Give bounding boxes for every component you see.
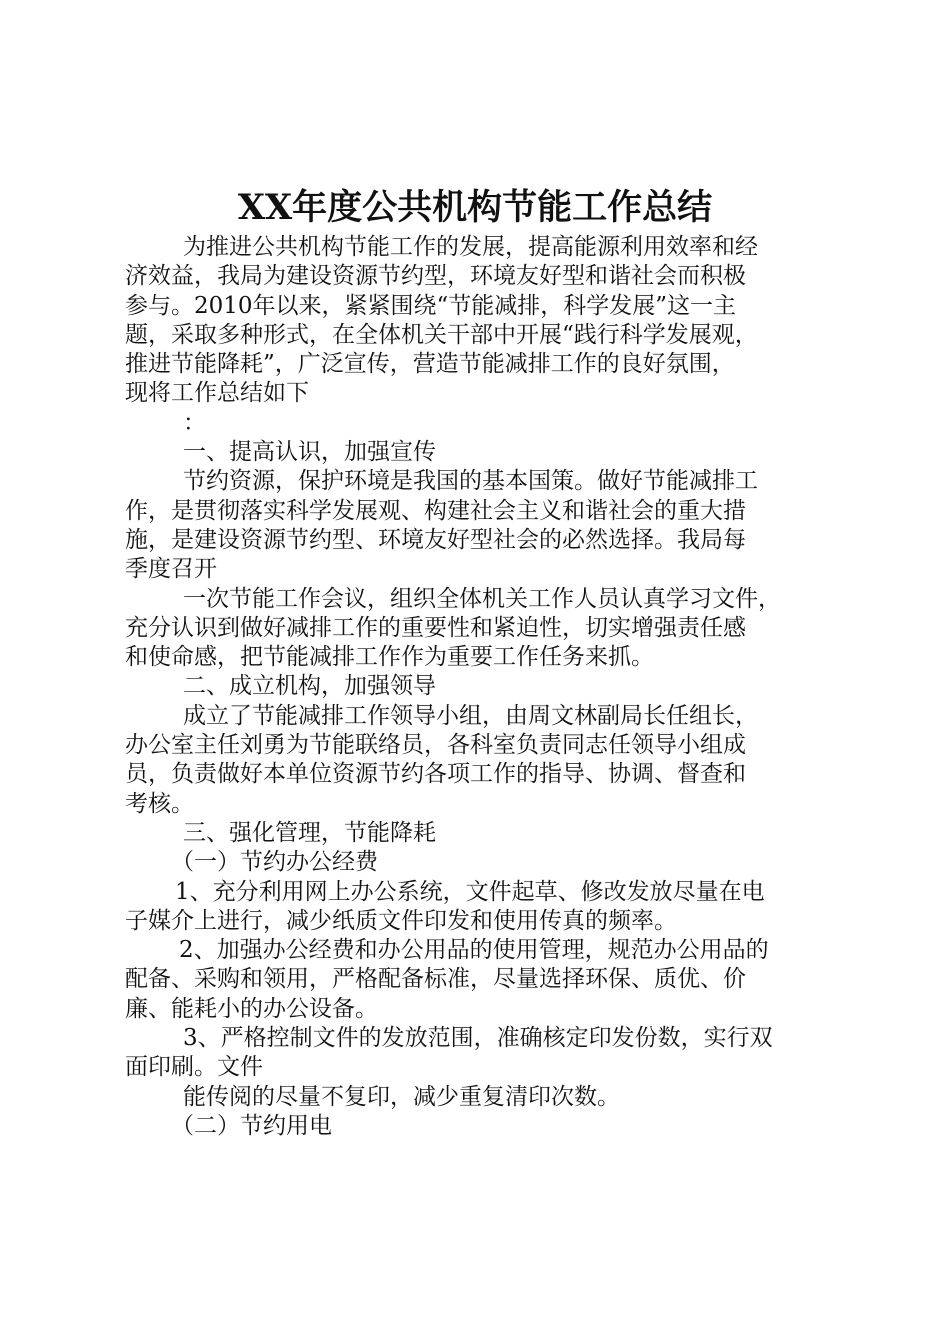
paragraph-line [125,907,837,936]
paragraph-line [125,555,837,584]
line-text: 1、充分利用网上办公系统，文件起草、修改发放尽量在电 [175,878,765,905]
section-heading [125,819,837,848]
line-text: 题，采取多种形式，在全体机关干部中开展“践行科学发展观， [125,321,758,348]
paragraph-line [125,702,837,731]
line-text: 充分认识到做好减排工作的重要性和紧迫性，切实增强责任感 [125,614,746,641]
paragraph-line [125,292,837,321]
subsection-heading [125,1112,837,1141]
line-text: 现将工作总结如下 [125,380,309,407]
paragraph-line [125,1024,837,1053]
line-text: 子媒介上进行，减少纸质文件印发和使用传真的频率。 [125,907,677,934]
paragraph-line [125,262,837,291]
line-text: 为推进公共机构节能工作的发展，提高能源利用效率和经 [183,234,758,260]
line-text: 廉、能耗小的办公设备。 [125,995,378,1022]
section-heading [125,672,837,701]
line-text: 2、加强办公经费和办公用品的使用管理，规范办公用品的 [179,937,769,964]
line-text: 推进节能降耗”，广泛宣传，营造节能减排工作的良好氛围， [125,351,735,378]
paragraph-line [125,936,837,965]
heading-text: 二、成立机构，加强领导 [183,673,436,700]
subsection-heading [125,848,837,877]
paragraph-line [125,497,837,526]
line-text: 配备、采购和领用，严格配备标准，尽量选择环保、质优、价 [125,966,746,993]
document-body [125,233,837,1141]
section-heading [125,438,837,467]
paragraph-line [125,1083,837,1112]
paragraph-line [125,233,837,262]
paragraph-line [125,526,837,555]
paragraph-line [125,1053,837,1082]
paragraph-line [125,643,837,672]
paragraph-line [125,409,837,438]
paragraph-line [125,321,837,350]
line-text: 一次节能工作会议，组织全体机关工作人员认真学习文件， [183,585,781,612]
heading-text: （二）节约用电 [171,1112,332,1139]
paragraph-line [125,731,837,760]
line-text: 参与。2010年以来，紧紧围绕“节能减排，科学发展”这一主 [125,292,737,319]
paragraph-line [125,467,837,496]
line-text: 面印刷。文件 [125,1054,263,1081]
line-text: 办公室主任刘勇为节能联络员，各科室负责同志任领导小组成 [125,732,746,759]
paragraph-line [125,379,837,408]
paragraph-line [125,350,837,379]
heading-text: 三、强化管理，节能降耗 [183,819,436,846]
line-text: 员，负责做好本单位资源节约各项工作的指导、协调、督查和 [125,761,746,788]
document-title: XX年度公共机构节能工作总结 [237,187,713,228]
line-text: 施，是建设资源节约型、环境友好型社会的必然选择。我局每 [125,526,746,553]
paragraph-line [125,995,837,1024]
line-text: 考核。 [125,790,194,817]
line-text: 节约资源，保护环境是我国的基本国策。做好节能减排工 [183,468,758,495]
heading-text: 一、提高认识，加强宣传 [183,439,436,466]
line-text: 3、严格控制文件的发放范围，准确核定印发份数，实行双 [183,1025,773,1052]
line-text: 作，是贯彻落实科学发展观、构建社会主义和谐社会的重大措 [125,497,746,524]
paragraph-line [125,965,837,994]
paragraph-line [125,878,837,907]
line-text: 济效益，我局为建设资源节约型，环境友好型和谐社会而积极 [125,263,746,290]
paragraph-line [125,614,837,643]
paragraph-line [125,760,837,789]
heading-text: （一）节约办公经费 [171,849,378,876]
line-text: 成立了节能减排工作领导小组，由周文林副局长任组长， [183,702,758,729]
line-text: ： [183,409,206,436]
line-text: 能传阅的尽量不复印，减少重复清印次数。 [183,1083,620,1110]
paragraph-line [125,790,837,819]
paragraph-line [125,585,837,614]
line-text: 和使命感，把节能减排工作作为重要工作任务来抓。 [125,644,654,671]
line-text: 季度召开 [125,556,217,583]
